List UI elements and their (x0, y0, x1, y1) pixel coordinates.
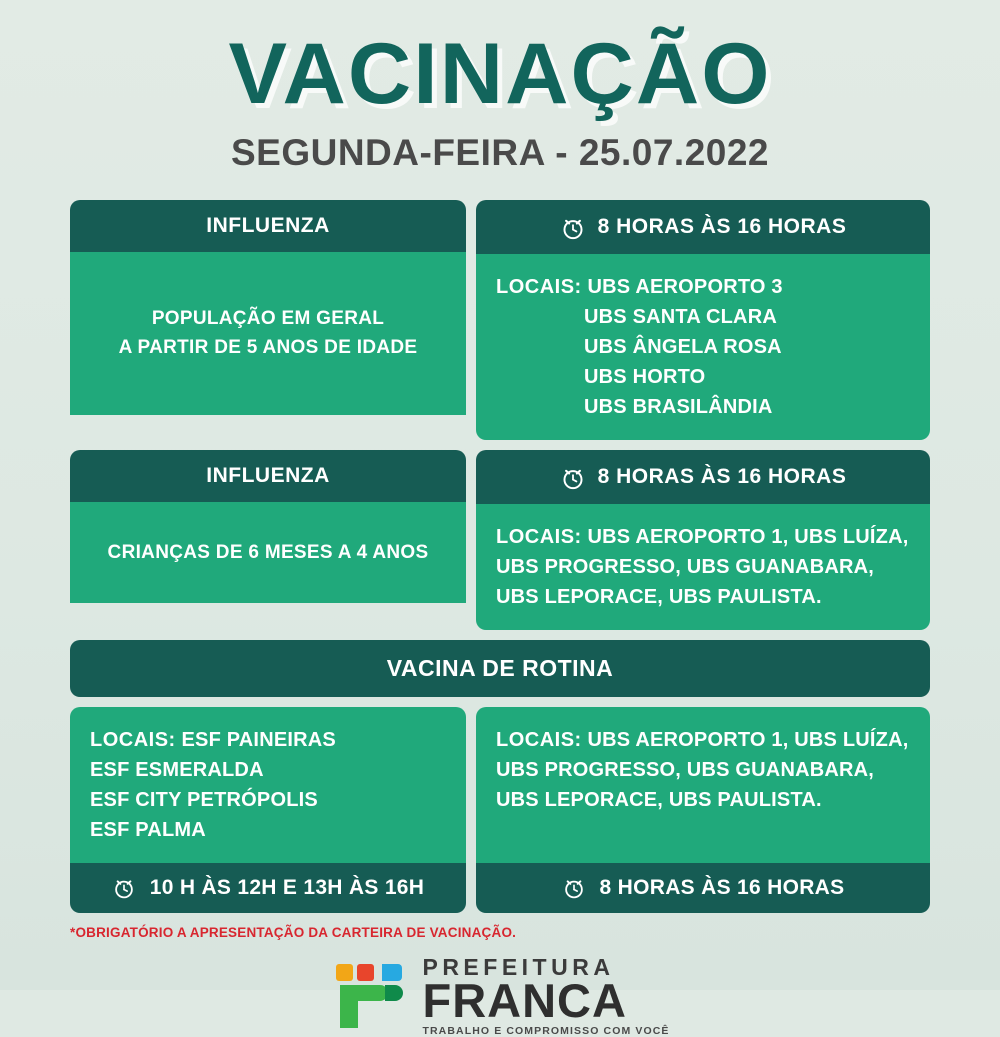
card-title-influenza-2: INFLUENZA (70, 450, 466, 502)
audience-line-2: A PARTIR DE 5 ANOS DE IDADE (118, 337, 418, 359)
time-strip-esf (70, 863, 466, 913)
page-title: VACINAÇÃO (228, 26, 772, 122)
time-strip-ubs (476, 863, 930, 913)
locations-text-line: UBS PROGRESSO, UBS GUANABARA, (496, 758, 875, 781)
locations-list-ubs (496, 725, 910, 815)
locations-list-esf (90, 725, 446, 845)
logo-text (422, 953, 670, 1037)
card-body-locations-esf (70, 707, 466, 863)
locations-list-2 (496, 522, 910, 612)
location-item: UBS SANTA CLARA (584, 305, 777, 328)
poster-date-subtitle: SEGUNDA-FEIRA - 25.07.2022 (230, 131, 770, 173)
locations-list-1 (496, 272, 910, 422)
time-label-esf: 10 H ÀS 12H E 13H ÀS 16H (149, 875, 425, 899)
card-body-locations-2 (476, 504, 930, 630)
card-title-influenza-1: INFLUENZA (70, 200, 466, 252)
card-time-header-1 (476, 200, 930, 254)
locations-first-line (496, 522, 910, 552)
alarm-clock-icon (560, 465, 586, 491)
time-label-2: 8 HORAS ÀS 16 HORAS (597, 464, 847, 488)
location-item: ESF ESMERALDA (90, 758, 264, 781)
location-item: ESF PAINEIRAS (181, 728, 336, 751)
locais-label-2: LOCAIS: (496, 525, 582, 548)
location-item: UBS ÂNGELA ROSA (584, 335, 782, 358)
location-item: UBS AEROPORTO 3 (587, 275, 783, 298)
schedule-row-1 (70, 200, 930, 440)
card-body-locations-ubs (476, 707, 930, 863)
locations-text-line: UBS AEROPORTO 1, UBS LUÍZA, (587, 728, 909, 751)
logo-line-prefeitura: PREFEITURA (422, 953, 615, 980)
prefeitura-franca-logo (70, 953, 930, 1037)
locais-label-ubs: LOCAIS: (496, 728, 582, 751)
locations-text-line: UBS PROGRESSO, UBS GUANABARA, (496, 555, 875, 578)
locations-first-line (496, 272, 910, 302)
poster-header (70, 0, 930, 174)
schedule-row-routine (70, 707, 930, 913)
audience-line-1: POPULAÇÃO EM GERAL (151, 307, 385, 329)
schedule-row-2 (70, 450, 930, 630)
logo-slogan: TRABALHO E COMPROMISSO COM VOCÊ (422, 1024, 670, 1037)
schedule-grid (70, 200, 930, 913)
locations-text-line: UBS LEPORACE, UBS PAULISTA. (496, 585, 822, 608)
audience-line-1: CRIANÇAS DE 6 MESES A 4 ANOS (107, 541, 429, 563)
influenza-locations-card-children (476, 450, 930, 630)
alarm-clock-icon (562, 876, 588, 902)
locations-text-line: UBS AEROPORTO 1, UBS LUÍZA, (587, 525, 909, 548)
time-label-ubs: 8 HORAS ÀS 16 HORAS (599, 875, 845, 899)
time-label-1: 8 HORAS ÀS 16 HORAS (597, 214, 847, 238)
alarm-clock-icon (112, 876, 138, 902)
influenza-card-children (70, 450, 466, 630)
location-item: UBS HORTO (584, 365, 706, 388)
influenza-locations-card-general (476, 200, 930, 440)
locations-text-line: UBS LEPORACE, UBS PAULISTA. (496, 788, 822, 811)
locations-first-line (496, 725, 910, 755)
logo-mark-icon (330, 960, 408, 1032)
locations-first-line (90, 725, 446, 755)
logo-line-franca: FRANCA (422, 973, 627, 1027)
card-time-header-2 (476, 450, 930, 504)
location-item: ESF CITY PETRÓPOLIS (90, 788, 318, 811)
routine-card-esf (70, 707, 466, 913)
card-body-audience-1 (70, 252, 466, 415)
locais-label-1: LOCAIS: (496, 275, 582, 298)
card-body-audience-2 (70, 502, 466, 603)
location-item: ESF PALMA (90, 818, 206, 841)
card-body-locations-1 (476, 254, 930, 440)
mandatory-note: *OBRIGATÓRIO A APRESENTAÇÃO DA CARTEIRA DE VACINAÇÃO. (70, 924, 517, 940)
locais-label-esf: LOCAIS: (90, 728, 176, 751)
section-title-routine-vaccine: VACINA DE ROTINA (70, 640, 930, 697)
influenza-card-general (70, 200, 466, 440)
location-item: UBS BRASILÂNDIA (584, 395, 773, 418)
alarm-clock-icon (560, 215, 586, 241)
routine-card-ubs (476, 707, 930, 913)
